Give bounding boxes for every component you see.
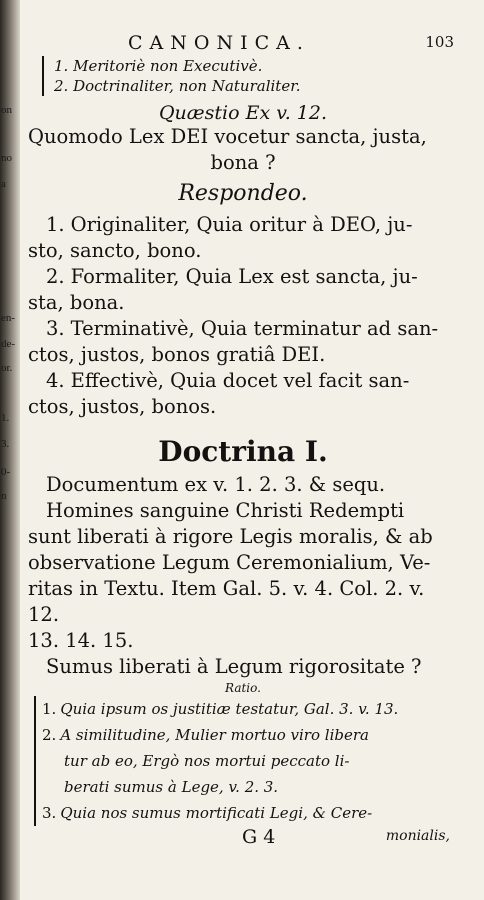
answer-item: 1. Originaliter, Quia oritur à DEO, ju- sto, sancto, bono. <box>28 213 413 262</box>
book-spine-shadow <box>0 0 20 900</box>
answer-item: 4. Effectivè, Quia docet vel facit san- ctos, justos, bonos. <box>28 369 410 418</box>
spine-text-fragment: de- <box>1 338 16 350</box>
ratio-item-continuation: tur ab eo, Ergò nos mortui peccato li- <box>64 752 350 770</box>
question-text <box>28 124 458 176</box>
ratio-item-continuation: berati sumus à Lege, v. 2. 3. <box>64 778 279 796</box>
doctrina-line: Documentum ex v. 1. 2. 3. & sequ. <box>46 473 386 496</box>
signature-mark: G 4 <box>242 826 276 848</box>
spine-text-fragment: no <box>1 152 12 164</box>
doctrina-question: Sumus liberati à Legum rigorositate ? <box>46 655 422 678</box>
ratio-item: 1. Quia ipsum os justitiæ testatur, Gal. 3. v. 13. <box>42 700 399 718</box>
spine-text-fragment: 1. <box>1 412 10 424</box>
spine-text-fragment: 0- <box>1 466 11 478</box>
book-page <box>28 26 458 886</box>
question-heading: Quæstio Ex v. 12. <box>158 102 327 124</box>
intro-list-item: 1. Meritoriè non Executivè. <box>54 57 263 75</box>
ratio-list <box>34 696 458 826</box>
spine-text-fragment: n <box>1 490 7 502</box>
doctrina-body <box>28 472 458 680</box>
doctrina-line: ritas in Textu. Item Gal. 5. v. 4. Col. 2. v. 12. <box>28 577 425 626</box>
running-head: CANONICA. <box>128 32 310 54</box>
ratio-heading: Ratio. <box>225 681 261 695</box>
doctrina-line: observatione Legum Ceremonialium, Ve- <box>28 551 431 574</box>
intro-list <box>42 56 458 96</box>
spine-text-fragment: a <box>1 178 6 190</box>
spine-text-fragment: en- <box>1 312 16 324</box>
question-line: bona ? <box>210 151 276 174</box>
page-footer <box>28 826 458 852</box>
doctrina-heading: Doctrina I. <box>158 435 328 468</box>
question-line: Quomodo Lex DEI vocetur sancta, justa, <box>28 125 427 148</box>
doctrina-line: Homines sanguine Christi Redempti <box>46 499 405 522</box>
page-number: 103 <box>425 33 454 51</box>
page-header <box>28 26 458 54</box>
doctrina-line: 13. 14. 15. <box>28 629 134 652</box>
answer-item: 3. Terminativè, Quia terminatur ad san- ctos, justos, bonos gratiâ DEI. <box>28 317 439 366</box>
spine-text-fragment: 3. <box>1 438 10 450</box>
answer-list <box>28 212 458 420</box>
ratio-item: 3. Quia nos sumus mortificati Legi, & Cere- <box>42 804 373 822</box>
answer-item: 2. Formaliter, Quia Lex est sancta, ju- sta, bona. <box>28 265 418 314</box>
spine-text-fragment: on <box>1 104 12 116</box>
catchword: monialis, <box>385 828 450 844</box>
spine-text-fragment: or. <box>1 362 13 374</box>
doctrina-line: sunt liberati à rigore Legis moralis, & ab <box>28 525 433 548</box>
ratio-item: 2. A similitudine, Mulier mortuo viro libera <box>42 726 369 744</box>
respondeo-heading: Respondeo. <box>178 181 308 206</box>
intro-list-item: 2. Doctrinaliter, non Naturaliter. <box>54 77 301 95</box>
